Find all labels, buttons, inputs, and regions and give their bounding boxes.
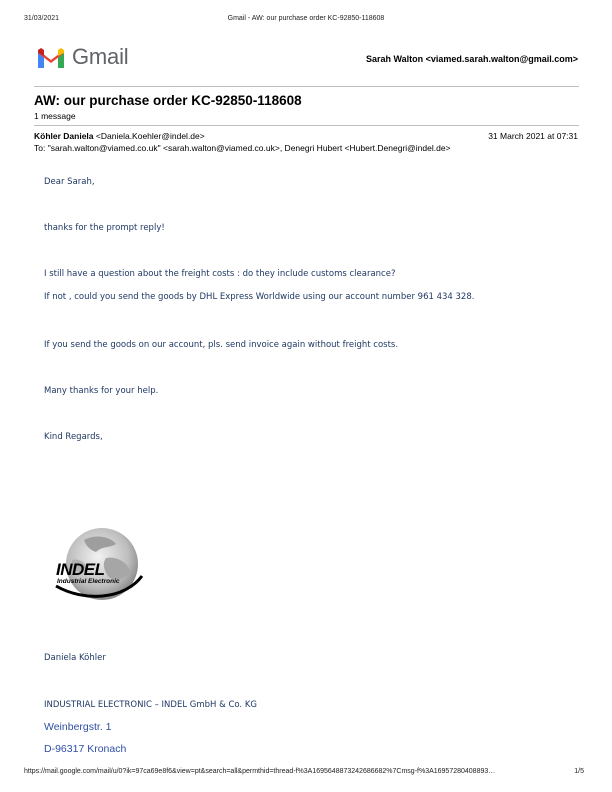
message-date: 31 March 2021 at 07:31 bbox=[488, 131, 578, 141]
body-thanks: thanks for the prompt reply! bbox=[44, 223, 165, 233]
body-regards: Kind Regards, bbox=[44, 432, 103, 442]
body-invoice-request: If you send the goods on our account, pls. send invoice again without freight costs. bbox=[44, 340, 399, 350]
body-many-thanks: Many thanks for your help. bbox=[44, 386, 159, 396]
sender-name: Köhler Daniela bbox=[34, 131, 94, 141]
body-dhl-request: If not , could you send the goods by DHL Express Worldwide using our account number 961 434 328. bbox=[44, 292, 475, 302]
sender-email: <Daniela.Koehler@indel.de> bbox=[95, 131, 205, 141]
print-footer-url: https://mail.google.com/mail/u/0?ik=97ca69e8f6&view=pt&search=all&permthid=thread-f%3A1695648873242686682%7Cmsg-f%3A16957280408893… bbox=[24, 768, 496, 775]
signature-name: Daniela Köhler bbox=[44, 653, 106, 663]
message-divider bbox=[34, 125, 579, 126]
page-number: 1/5 bbox=[574, 768, 584, 775]
print-page-title: Gmail - AW: our purchase order KC-92850-118608 bbox=[227, 15, 385, 22]
gmail-wordmark: Gmail bbox=[72, 44, 129, 69]
indel-logo-tagline: Industrial Electronic bbox=[57, 578, 120, 585]
body-question: I still have a question about the freight costs : do they include customs clearance? bbox=[44, 269, 396, 279]
signature-company: INDUSTRIAL ELECTRONIC – INDEL GmbH & Co. KG bbox=[44, 700, 257, 710]
header-divider bbox=[34, 86, 579, 87]
message-from bbox=[34, 131, 205, 141]
signature-city: D-96317 Kronach bbox=[44, 743, 127, 755]
message-count: 1 message bbox=[34, 111, 76, 121]
thread-subject: AW: our purchase order KC-92850-118608 bbox=[34, 93, 302, 108]
signature-street: Weinbergstr. 1 bbox=[44, 721, 112, 733]
print-date: 31/03/2021 bbox=[24, 15, 60, 22]
message-recipients: To: "sarah.walton@viamed.co.uk" <sarah.walton@viamed.co.uk>, Denegri Hubert <Hubert.Denegri@indel.de> bbox=[34, 143, 451, 153]
indel-logo-wordmark: INDEL bbox=[56, 560, 105, 579]
body-greeting: Dear Sarah, bbox=[44, 177, 95, 187]
account-user: Sarah Walton <viamed.sarah.walton@gmail.com> bbox=[365, 54, 578, 64]
